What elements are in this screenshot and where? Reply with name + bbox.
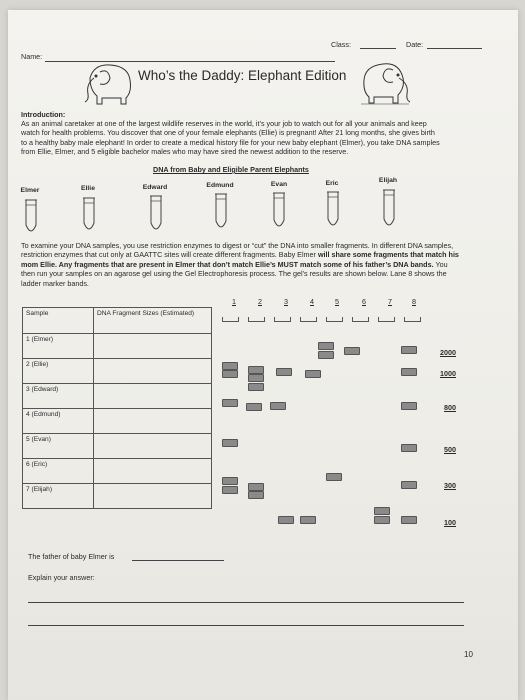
ladder-marker-300: 300 (444, 481, 456, 490)
elephant-illustration-right (355, 56, 415, 108)
gel-band (222, 439, 238, 447)
gel-band (248, 366, 264, 374)
table-header-sample: Sample (23, 308, 94, 334)
table-cell-input[interactable] (94, 334, 212, 359)
explain-label: Explain your answer: (28, 573, 95, 582)
table-cell-input[interactable] (94, 434, 212, 459)
gel-well (326, 317, 343, 322)
table-row-label: 6 (Eric) (23, 459, 94, 484)
tube-label-elijah: Elijah (378, 177, 398, 184)
gel-well (378, 317, 395, 322)
gel-band (300, 516, 316, 524)
class-label: Class: (331, 40, 351, 49)
tube-icon (214, 193, 228, 235)
gel-band (248, 374, 264, 382)
gel-band (222, 370, 238, 378)
instructions-part2: will share some fragments that match his mom Ellie. Any fragments that are present in Elmer that don’t match Ellie’s MUST match some of his father’s DNA bands. (21, 250, 459, 269)
worksheet-title: Who’s the Daddy: Elephant Edition (138, 68, 347, 83)
table-row-label: 2 (Ellie) (23, 359, 94, 384)
gel-well (274, 317, 291, 322)
gel-band (305, 370, 321, 378)
intro-text: As an animal caretaker at one of the largest wildlife reserves in the world, it’s your job to watch out for all your animals and keep watch for health problems. You discover that one of your female elephants (Ellie) is pregnant! After 21 long months, she gives birth to a healthy baby male elephant! In order to create a medical history file for your new baby elephant (Elmer), you take DNA samples from Ellie, Elmer, and 5 eligible bachelor males who may have sired the newest addition to the reserve. (21, 119, 440, 157)
table-row-label: 3 (Edward) (23, 384, 94, 409)
lane-number-1: 1 (232, 297, 236, 306)
gel-band (318, 351, 334, 359)
tube-icon (272, 192, 286, 234)
gel-well (222, 317, 239, 322)
tube-icon (149, 195, 163, 237)
gel-band (344, 347, 360, 355)
gel-band (401, 444, 417, 452)
lane-number-7: 7 (388, 297, 392, 306)
table-row-label: 4 (Edmund) (23, 409, 94, 434)
gel-band (401, 516, 417, 524)
intro-heading: Introduction: (21, 110, 66, 119)
lane-number-8: 8 (412, 297, 416, 306)
gel-band (374, 516, 390, 524)
tube-label-evan: Evan (270, 181, 288, 188)
gel-band (222, 362, 238, 370)
lane-number-3: 3 (284, 297, 288, 306)
gel-well (404, 317, 421, 322)
ladder-marker-500: 500 (444, 445, 456, 454)
tubes-heading: DNA from Baby and Eligible Parent Elephants (153, 165, 309, 174)
tube-label-elmer: Elmer (20, 187, 40, 194)
page-number: 10 (464, 650, 473, 659)
tube-label-edmund: Edmund (206, 182, 234, 189)
table-cell-input[interactable] (94, 384, 212, 409)
ladder-marker-100: 100 (444, 518, 456, 527)
gel-band (276, 368, 292, 376)
name-label: Name: (21, 52, 43, 61)
table-row-label: 1 (Elmer) (23, 334, 94, 359)
elephant-illustration-left (80, 58, 138, 108)
table-cell-input[interactable] (94, 459, 212, 484)
gel-well (300, 317, 317, 322)
table-cell-input[interactable] (94, 409, 212, 434)
date-label: Date: (406, 40, 424, 49)
gel-band (222, 399, 238, 407)
tube-icon (82, 197, 96, 237)
lane-number-4: 4 (310, 297, 314, 306)
gel-band (248, 491, 264, 499)
sample-table (22, 307, 212, 509)
class-field[interactable] (360, 48, 396, 49)
date-field[interactable] (427, 48, 482, 49)
gel-band (248, 483, 264, 491)
father-label: The father of baby Elmer is (28, 552, 115, 561)
lane-number-6: 6 (362, 297, 366, 306)
instructions-part3: You then run your samples on an agarose gel using the Gel Electrophoresis process. The gel’s results are shown below. Lane 8 shows the ladder marker bands. (21, 259, 448, 288)
gel-band (278, 516, 294, 524)
table-header-fragments: DNA Fragment Sizes (Estimated) (94, 308, 212, 334)
gel-well (248, 317, 265, 322)
explain-answer-line-2[interactable] (28, 625, 464, 626)
tube-label-ellie: Ellie (81, 185, 95, 192)
ladder-marker-2000: 2000 (440, 348, 456, 357)
lane-number-2: 2 (258, 297, 262, 306)
ladder-marker-1000: 1000 (440, 369, 456, 378)
instructions-part1: To examine your DNA samples, you use restriction enzymes to digest or “cut” the DNA into smaller fragments. In different DNA samples, restriction enzymes that cut only at GAATTC sites will create different fragments. Baby Elmer (21, 241, 454, 260)
gel-band (222, 486, 238, 494)
table-cell-input[interactable] (94, 359, 212, 384)
explain-answer-line-1[interactable] (28, 602, 464, 603)
gel-band (246, 403, 262, 411)
tube-icon (382, 189, 396, 233)
ladder-marker-800: 800 (444, 403, 456, 412)
gel-band (270, 402, 286, 410)
gel-band (326, 473, 342, 481)
tube-icon (326, 191, 340, 233)
father-answer-field[interactable] (132, 560, 224, 561)
gel-band (222, 477, 238, 485)
tube-label-edward: Edward (142, 184, 168, 191)
table-cell-input[interactable] (94, 484, 212, 509)
instructions-text (21, 241, 461, 288)
tube-label-eric: Eric (325, 180, 339, 187)
table-row-label: 5 (Evan) (23, 434, 94, 459)
gel-band (318, 342, 334, 350)
gel-band (248, 383, 264, 391)
gel-band (401, 481, 417, 489)
gel-band (401, 402, 417, 410)
table-row-label: 7 (Elijah) (23, 484, 94, 509)
gel-band (401, 368, 417, 376)
lane-number-5: 5 (335, 297, 339, 306)
tube-icon (24, 199, 38, 239)
worksheet-page (8, 10, 518, 700)
gel-well (352, 317, 369, 322)
gel-band (401, 346, 417, 354)
gel-band (374, 507, 390, 515)
